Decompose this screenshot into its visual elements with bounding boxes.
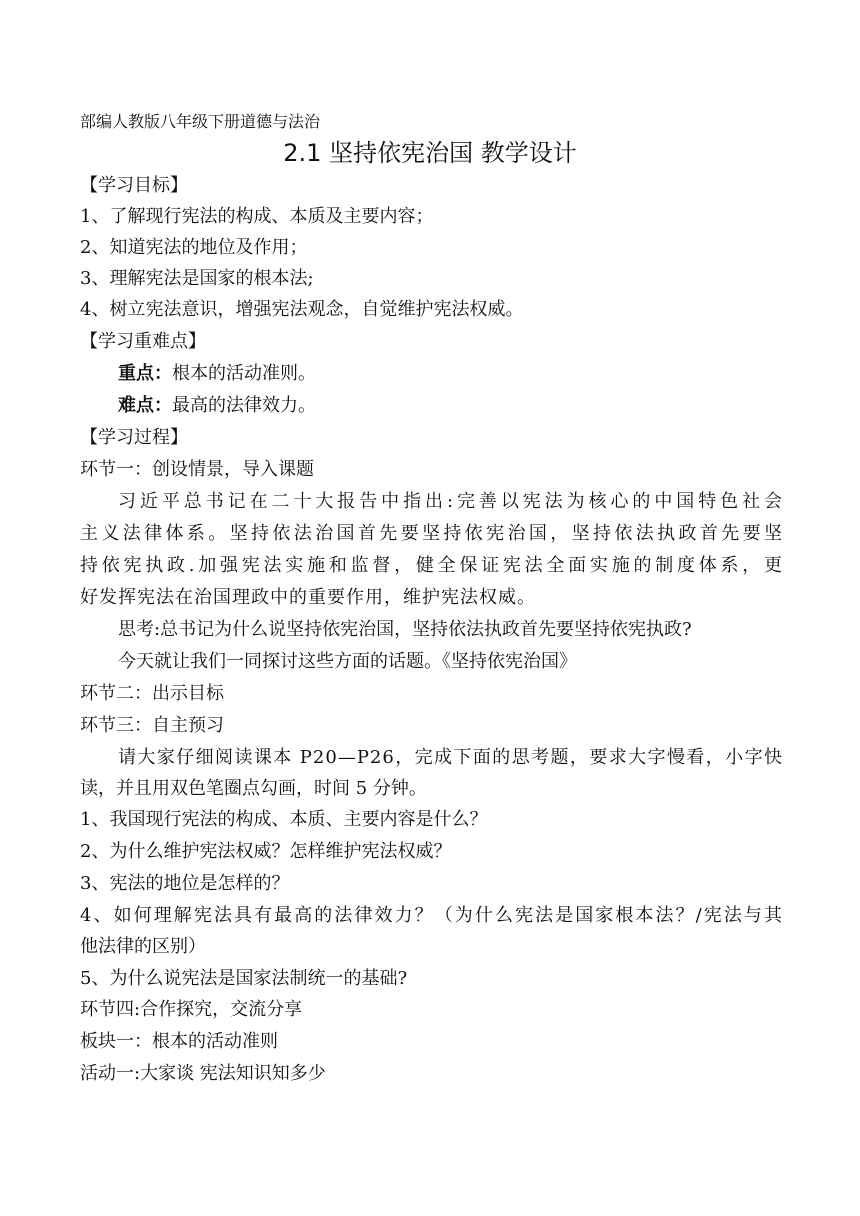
difficulty-line — [118, 394, 316, 418]
activity-1-heading: 活动一:大家谈 宪法知识知多少 — [80, 1063, 326, 1084]
step-3: 环节三：自主预习 — [80, 715, 224, 736]
today-line: 今天就让我们一同探讨这些方面的话题。《坚持依宪治国》 — [118, 651, 577, 672]
key-points-heading: 【学习重难点】 — [80, 331, 206, 352]
preview-line: 请大家仔细阅读课本 P20—P26，完成下面的思考题，要求大字慢看，小字快 — [118, 747, 783, 768]
goal-item: 4、树立宪法意识，增强宪法观念，自觉维护宪法权威。 — [80, 299, 524, 320]
focus-text: 根本的活动准则。 — [172, 363, 316, 384]
document-subtitle: 部编人教版八年级下册道德与法治 — [80, 112, 321, 131]
step-2: 环节二：出示目标 — [80, 683, 224, 704]
quote-line: 主义法律体系。坚持依法治国首先要坚持依宪治国，坚持依法执政首先要坚 — [80, 523, 783, 544]
step-1: 环节一：创设情景，导入课题 — [80, 459, 314, 480]
question-item: 4、如何理解宪法具有最高的法律效力？（为什么宪法是国家根本法？/宪法与其 — [80, 905, 783, 926]
block-1-heading: 板块一：根本的活动准则 — [80, 1031, 278, 1052]
document-title: 2.1 坚持依宪治国 教学设计 — [283, 139, 577, 167]
preview-line: 读，并且用双色笔圈点勾画，时间 5 分钟。 — [80, 778, 427, 799]
question-item: 1、我国现行宪法的构成、本质、主要内容是什么？ — [80, 809, 488, 830]
quote-line: 持依宪执政.加强宪法实施和监督，健全保证宪法全面实施的制度体系，更 — [80, 555, 783, 576]
difficulty-label: 难点： — [118, 395, 172, 416]
question-item: 2、为什么维护宪法权威？怎样维护宪法权威？ — [80, 841, 452, 862]
quote-line: 好发挥宪法在治国理政中的重要作用，维护宪法权威。 — [80, 587, 536, 608]
quote-line: 习近平总书记在二十大报告中指出:完善以宪法为核心的中国特色社会 — [118, 491, 783, 512]
focus-line — [118, 362, 316, 386]
focus-label: 重点： — [118, 363, 172, 384]
goal-item: 1、了解现行宪法的构成、本质及主要内容； — [80, 206, 434, 227]
step-4: 环节四:合作探究，交流分享 — [80, 999, 303, 1020]
question-item-continued: 他法律的区别） — [80, 936, 206, 957]
goals-heading: 【学习目标】 — [80, 175, 188, 196]
question-item: 5、为什么说宪法是国家法制统一的基础? — [80, 968, 408, 989]
goal-item: 3、理解宪法是国家的根本法; — [80, 268, 314, 289]
process-heading: 【学习过程】 — [80, 427, 188, 448]
goal-item: 2、知道宪法的地位及作用； — [80, 237, 308, 258]
question-item: 3、宪法的地位是怎样的？ — [80, 873, 290, 894]
difficulty-text: 最高的法律效力。 — [172, 395, 316, 416]
think-question: 思考:总书记为什么说坚持依宪治国，坚持依法执政首先要坚持依宪执政? — [118, 619, 692, 640]
